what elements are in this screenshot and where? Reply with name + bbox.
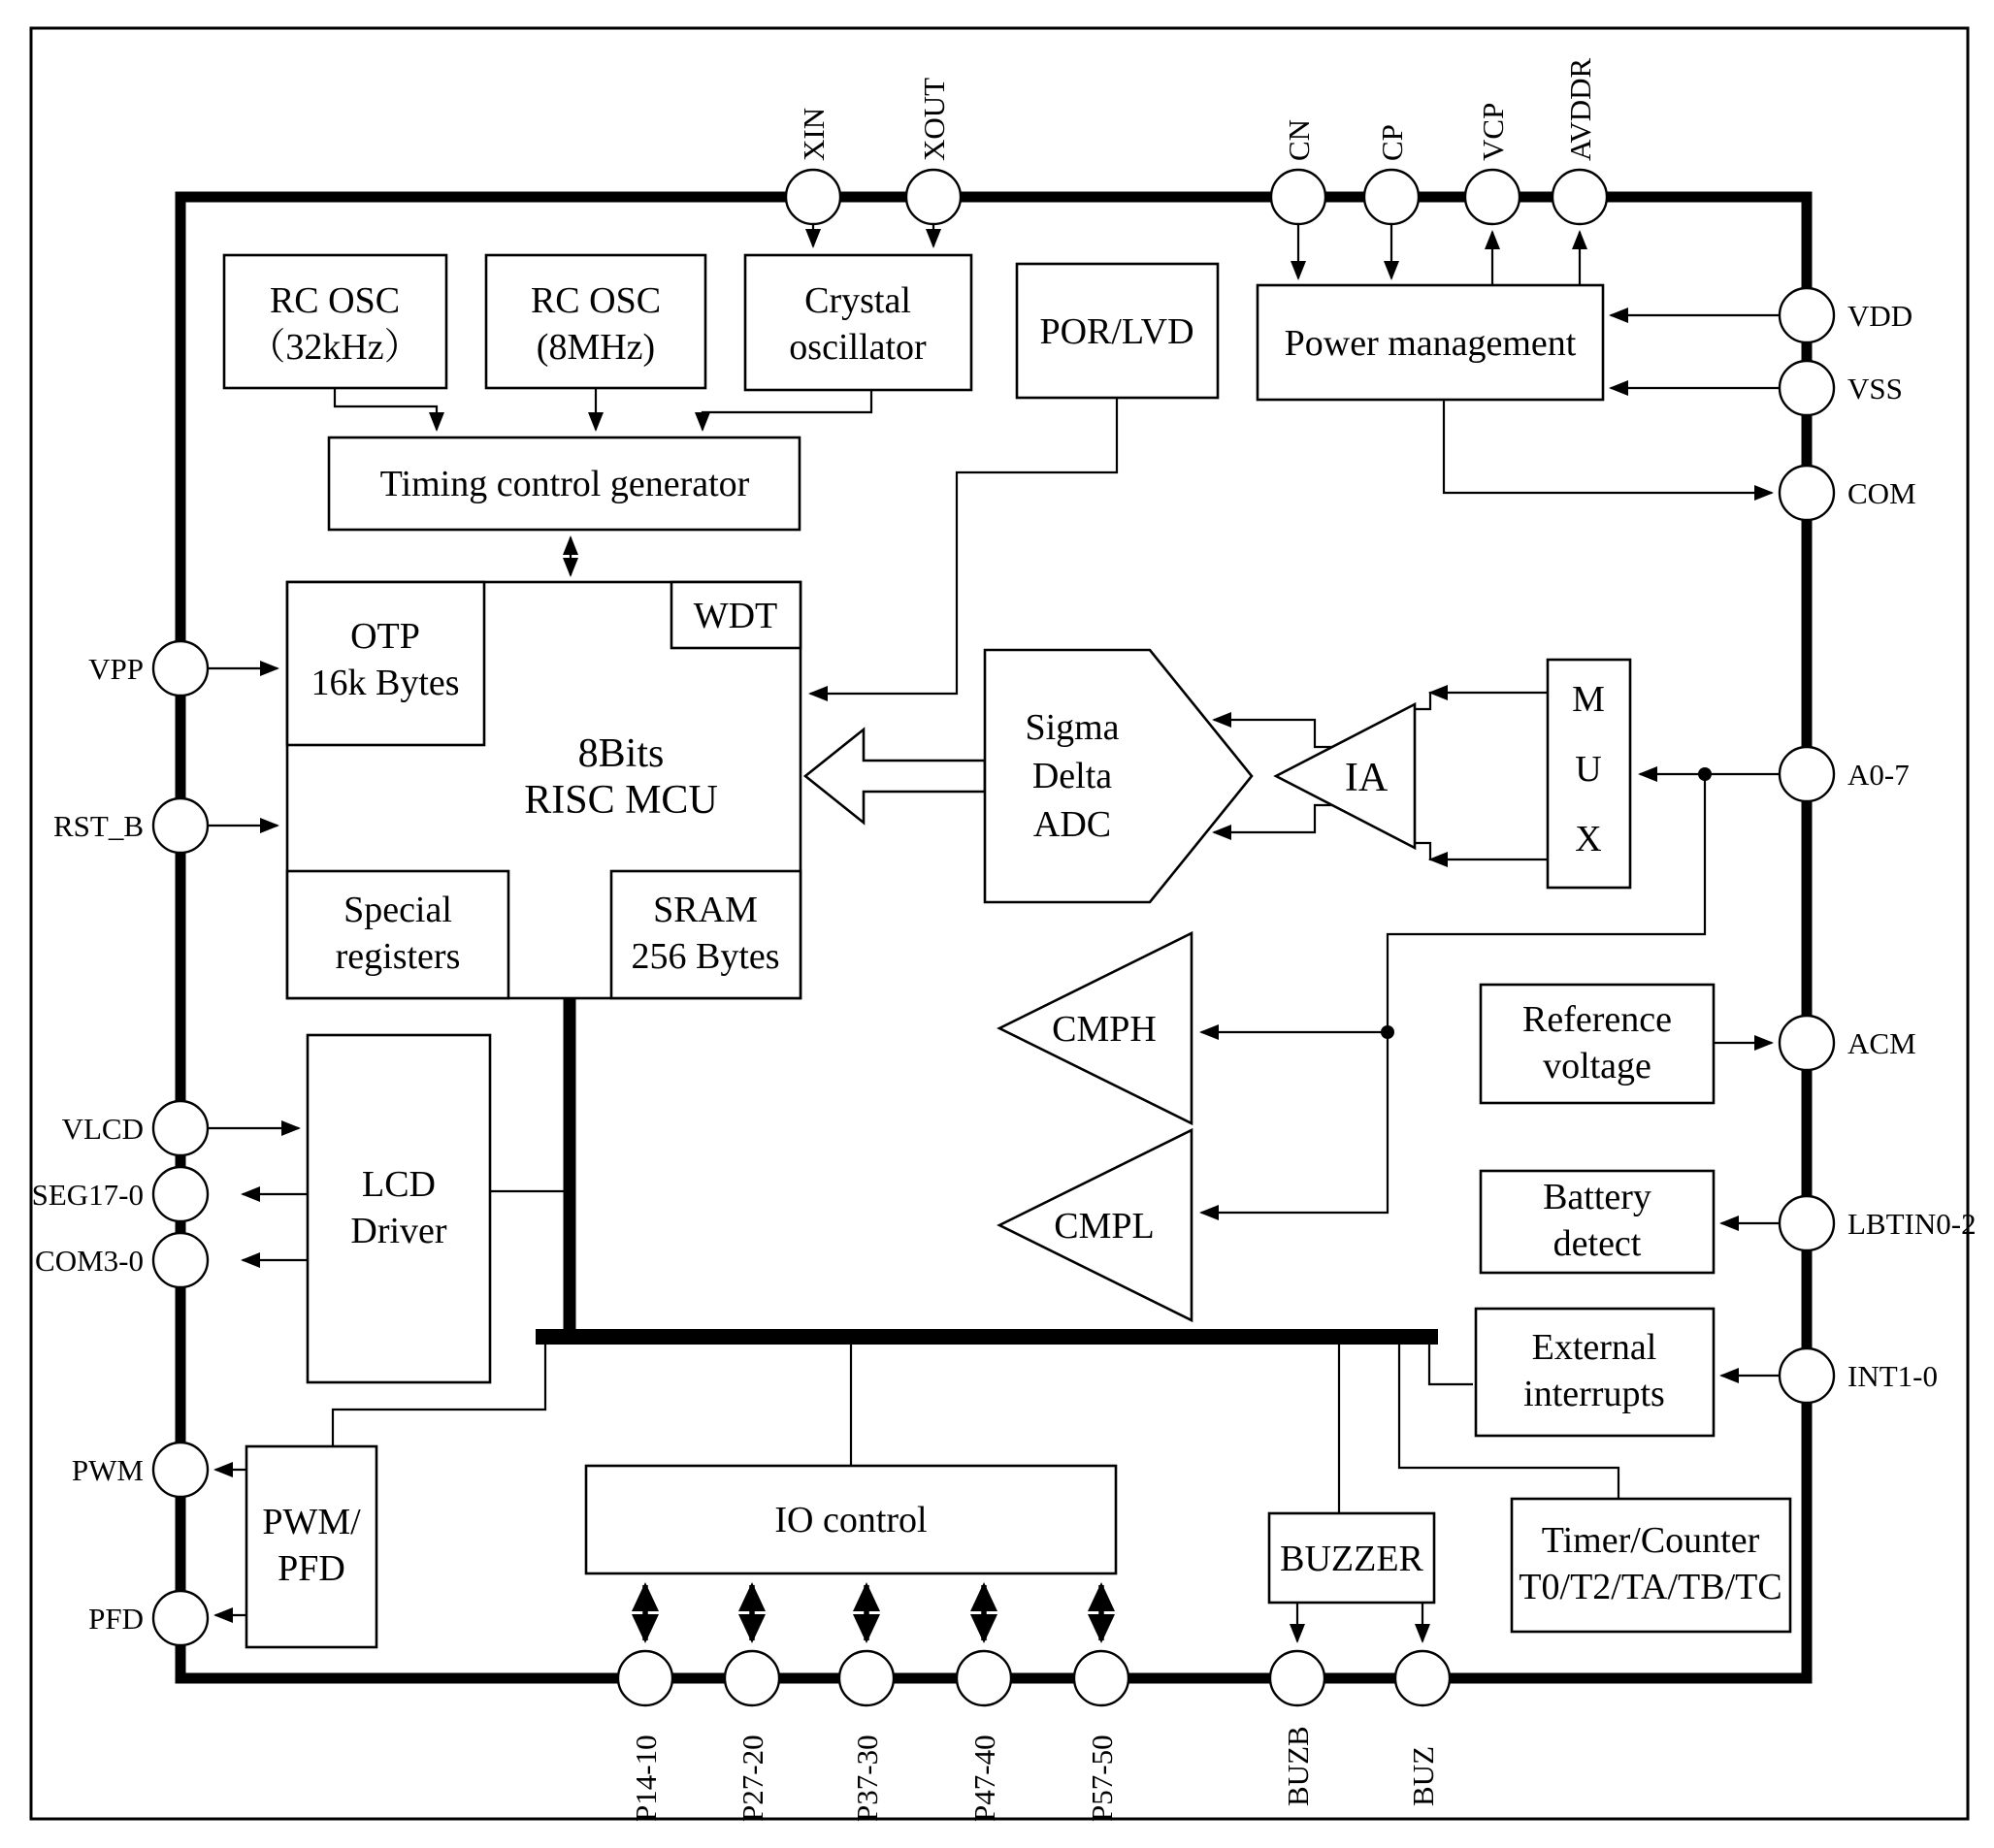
por-lvd-label: POR/LVD — [1039, 311, 1194, 352]
adc-label-2: Delta — [1031, 756, 1113, 796]
otp-label-1: OTP — [350, 616, 420, 657]
sram-label-2: 256 Bytes — [631, 936, 780, 977]
block-buzzer — [1269, 1513, 1434, 1603]
pad-vdd — [1780, 288, 1834, 342]
pin-label-p57-50: P57-50 — [1085, 1735, 1119, 1822]
pad-com3-0 — [153, 1233, 208, 1287]
buzzer-label: BUZZER — [1280, 1539, 1423, 1579]
pin-label-vpp: VPP — [88, 652, 144, 686]
pin-label-com: COM — [1847, 476, 1916, 510]
pin-label-com3-0: COM3-0 — [35, 1244, 144, 1278]
sram-label-1: SRAM — [653, 890, 758, 930]
rc-osc-32k-label-2: （32kHz） — [248, 327, 421, 368]
pin-label-p14-10: P14-10 — [629, 1735, 663, 1822]
pin-label-buz: BUZ — [1406, 1746, 1440, 1806]
pad-xin — [786, 170, 840, 224]
pin-label-seg17-0: SEG17-0 — [31, 1178, 144, 1212]
special-registers-label-2: registers — [335, 936, 461, 977]
block-rc-osc-32k — [224, 255, 446, 388]
block-timing-control-generator — [329, 438, 800, 530]
pin-label-int1-0: INT1-0 — [1847, 1359, 1938, 1393]
lcd-driver-label-2: Driver — [350, 1211, 447, 1251]
mcu-label-1: 8Bits — [577, 731, 665, 776]
pad-rst-b — [153, 798, 208, 853]
pad-cp — [1364, 170, 1419, 224]
rc-osc-8m-label-2: (8MHz) — [536, 327, 656, 368]
mux-label-2: U — [1575, 749, 1602, 790]
pin-label-avddr: AVDDR — [1563, 57, 1597, 161]
pad-p14-10 — [618, 1651, 672, 1705]
pad-cn — [1271, 170, 1325, 224]
pad-vpp — [153, 641, 208, 696]
mux-label-1: M — [1572, 679, 1605, 720]
block-timer-counter — [1512, 1499, 1790, 1632]
block-sram — [611, 871, 801, 998]
timing-control-label: Timing control generator — [379, 464, 750, 504]
block-por-lvd — [1017, 264, 1218, 398]
block-external-interrupts — [1476, 1309, 1714, 1436]
pin-label-pwm: PWM — [71, 1453, 144, 1487]
external-interrupts-label-1: External — [1531, 1327, 1657, 1368]
pin-label-vss: VSS — [1847, 372, 1903, 405]
pad-vlcd — [153, 1101, 208, 1155]
block-crystal-oscillator — [745, 255, 971, 390]
pin-label-p27-20: P27-20 — [735, 1735, 769, 1822]
block-risc-mcu — [287, 582, 801, 998]
rc-osc-8m-label-1: RC OSC — [530, 280, 662, 321]
pin-label-xout: XOUT — [917, 77, 951, 161]
junction-dot-a07 — [1698, 767, 1712, 781]
pad-avddr — [1553, 170, 1607, 224]
crystal-label-2: oscillator — [789, 327, 927, 368]
pad-seg17-0 — [153, 1167, 208, 1221]
pad-int1-0 — [1780, 1348, 1834, 1403]
pad-lbtin0-2 — [1780, 1196, 1834, 1250]
adc-label-1: Sigma — [1025, 707, 1120, 748]
wdt-label: WDT — [693, 596, 778, 636]
pin-label-cn: CN — [1282, 118, 1316, 161]
pin-label-a0-7: A0-7 — [1847, 758, 1910, 792]
ia-label: IA — [1344, 756, 1389, 800]
pin-label-acm: ACM — [1847, 1026, 1916, 1060]
pad-xout — [906, 170, 961, 224]
block-pwm-pfd — [246, 1446, 376, 1647]
crystal-label-1: Crystal — [804, 280, 911, 321]
block-io-control — [586, 1466, 1116, 1573]
pad-acm — [1780, 1016, 1834, 1070]
special-registers-label-1: Special — [343, 890, 452, 930]
pin-label-p47-40: P47-40 — [967, 1735, 1001, 1822]
cmph-label: CMPH — [1052, 1009, 1157, 1050]
pad-a0-7 — [1780, 747, 1834, 801]
pin-label-vlcd: VLCD — [61, 1112, 144, 1146]
block-mux — [1548, 660, 1630, 888]
pin-label-p37-30: P37-30 — [850, 1735, 884, 1822]
pin-label-vdd: VDD — [1847, 299, 1913, 333]
timer-counter-label-2: T0/T2/TA/TB/TC — [1519, 1567, 1782, 1607]
pin-label-pfd: PFD — [88, 1602, 144, 1636]
pad-pwm — [153, 1443, 208, 1497]
io-control-label: IO control — [774, 1500, 928, 1540]
timer-counter-label-1: Timer/Counter — [1541, 1520, 1760, 1561]
block-special-registers — [287, 871, 508, 998]
pad-com — [1780, 466, 1834, 520]
pad-p57-50 — [1074, 1651, 1128, 1705]
mux-label-3: X — [1575, 819, 1602, 859]
pin-label-cp: CP — [1375, 124, 1409, 161]
lcd-driver-label-1: LCD — [362, 1164, 436, 1205]
pad-vcp — [1465, 170, 1520, 224]
adc-label-3: ADC — [1032, 804, 1112, 845]
cmpl-label: CMPL — [1054, 1206, 1155, 1247]
pad-buzb — [1270, 1651, 1324, 1705]
battery-detect-label-1: Battery — [1543, 1177, 1651, 1217]
pin-label-buzb: BUZB — [1281, 1726, 1315, 1806]
pad-p37-30 — [839, 1651, 894, 1705]
pin-label-lbtin0-2: LBTIN0-2 — [1847, 1207, 1977, 1241]
reference-voltage-label-2: voltage — [1543, 1046, 1651, 1086]
otp-label-2: 16k Bytes — [311, 663, 460, 703]
pwm-pfd-label-2: PFD — [278, 1548, 345, 1589]
rc-osc-32k-label-1: RC OSC — [269, 280, 401, 321]
block-otp — [287, 582, 484, 745]
pin-label-vcp: VCP — [1476, 102, 1510, 161]
battery-detect-label-2: detect — [1553, 1223, 1642, 1264]
block-battery-detect — [1481, 1171, 1714, 1273]
pad-vss — [1780, 361, 1834, 415]
pwm-pfd-label-1: PWM/ — [262, 1502, 361, 1542]
pad-p27-20 — [725, 1651, 779, 1705]
block-reference-voltage — [1481, 985, 1714, 1103]
block-wdt — [671, 582, 801, 648]
block-power-management — [1258, 285, 1603, 400]
power-management-label: Power management — [1284, 323, 1577, 364]
pin-label-xin: XIN — [797, 107, 831, 161]
block-rc-osc-8m — [486, 255, 705, 388]
reference-voltage-label-1: Reference — [1522, 999, 1672, 1040]
pad-pfd — [153, 1591, 208, 1645]
junction-dot-cmph — [1381, 1025, 1394, 1039]
mcu-label-2: RISC MCU — [524, 778, 718, 823]
pad-buz — [1395, 1651, 1450, 1705]
block-lcd-driver — [308, 1035, 490, 1382]
external-interrupts-label-2: interrupts — [1523, 1374, 1665, 1414]
pad-p47-40 — [957, 1651, 1011, 1705]
pin-label-rst-b: RST_B — [52, 809, 144, 843]
